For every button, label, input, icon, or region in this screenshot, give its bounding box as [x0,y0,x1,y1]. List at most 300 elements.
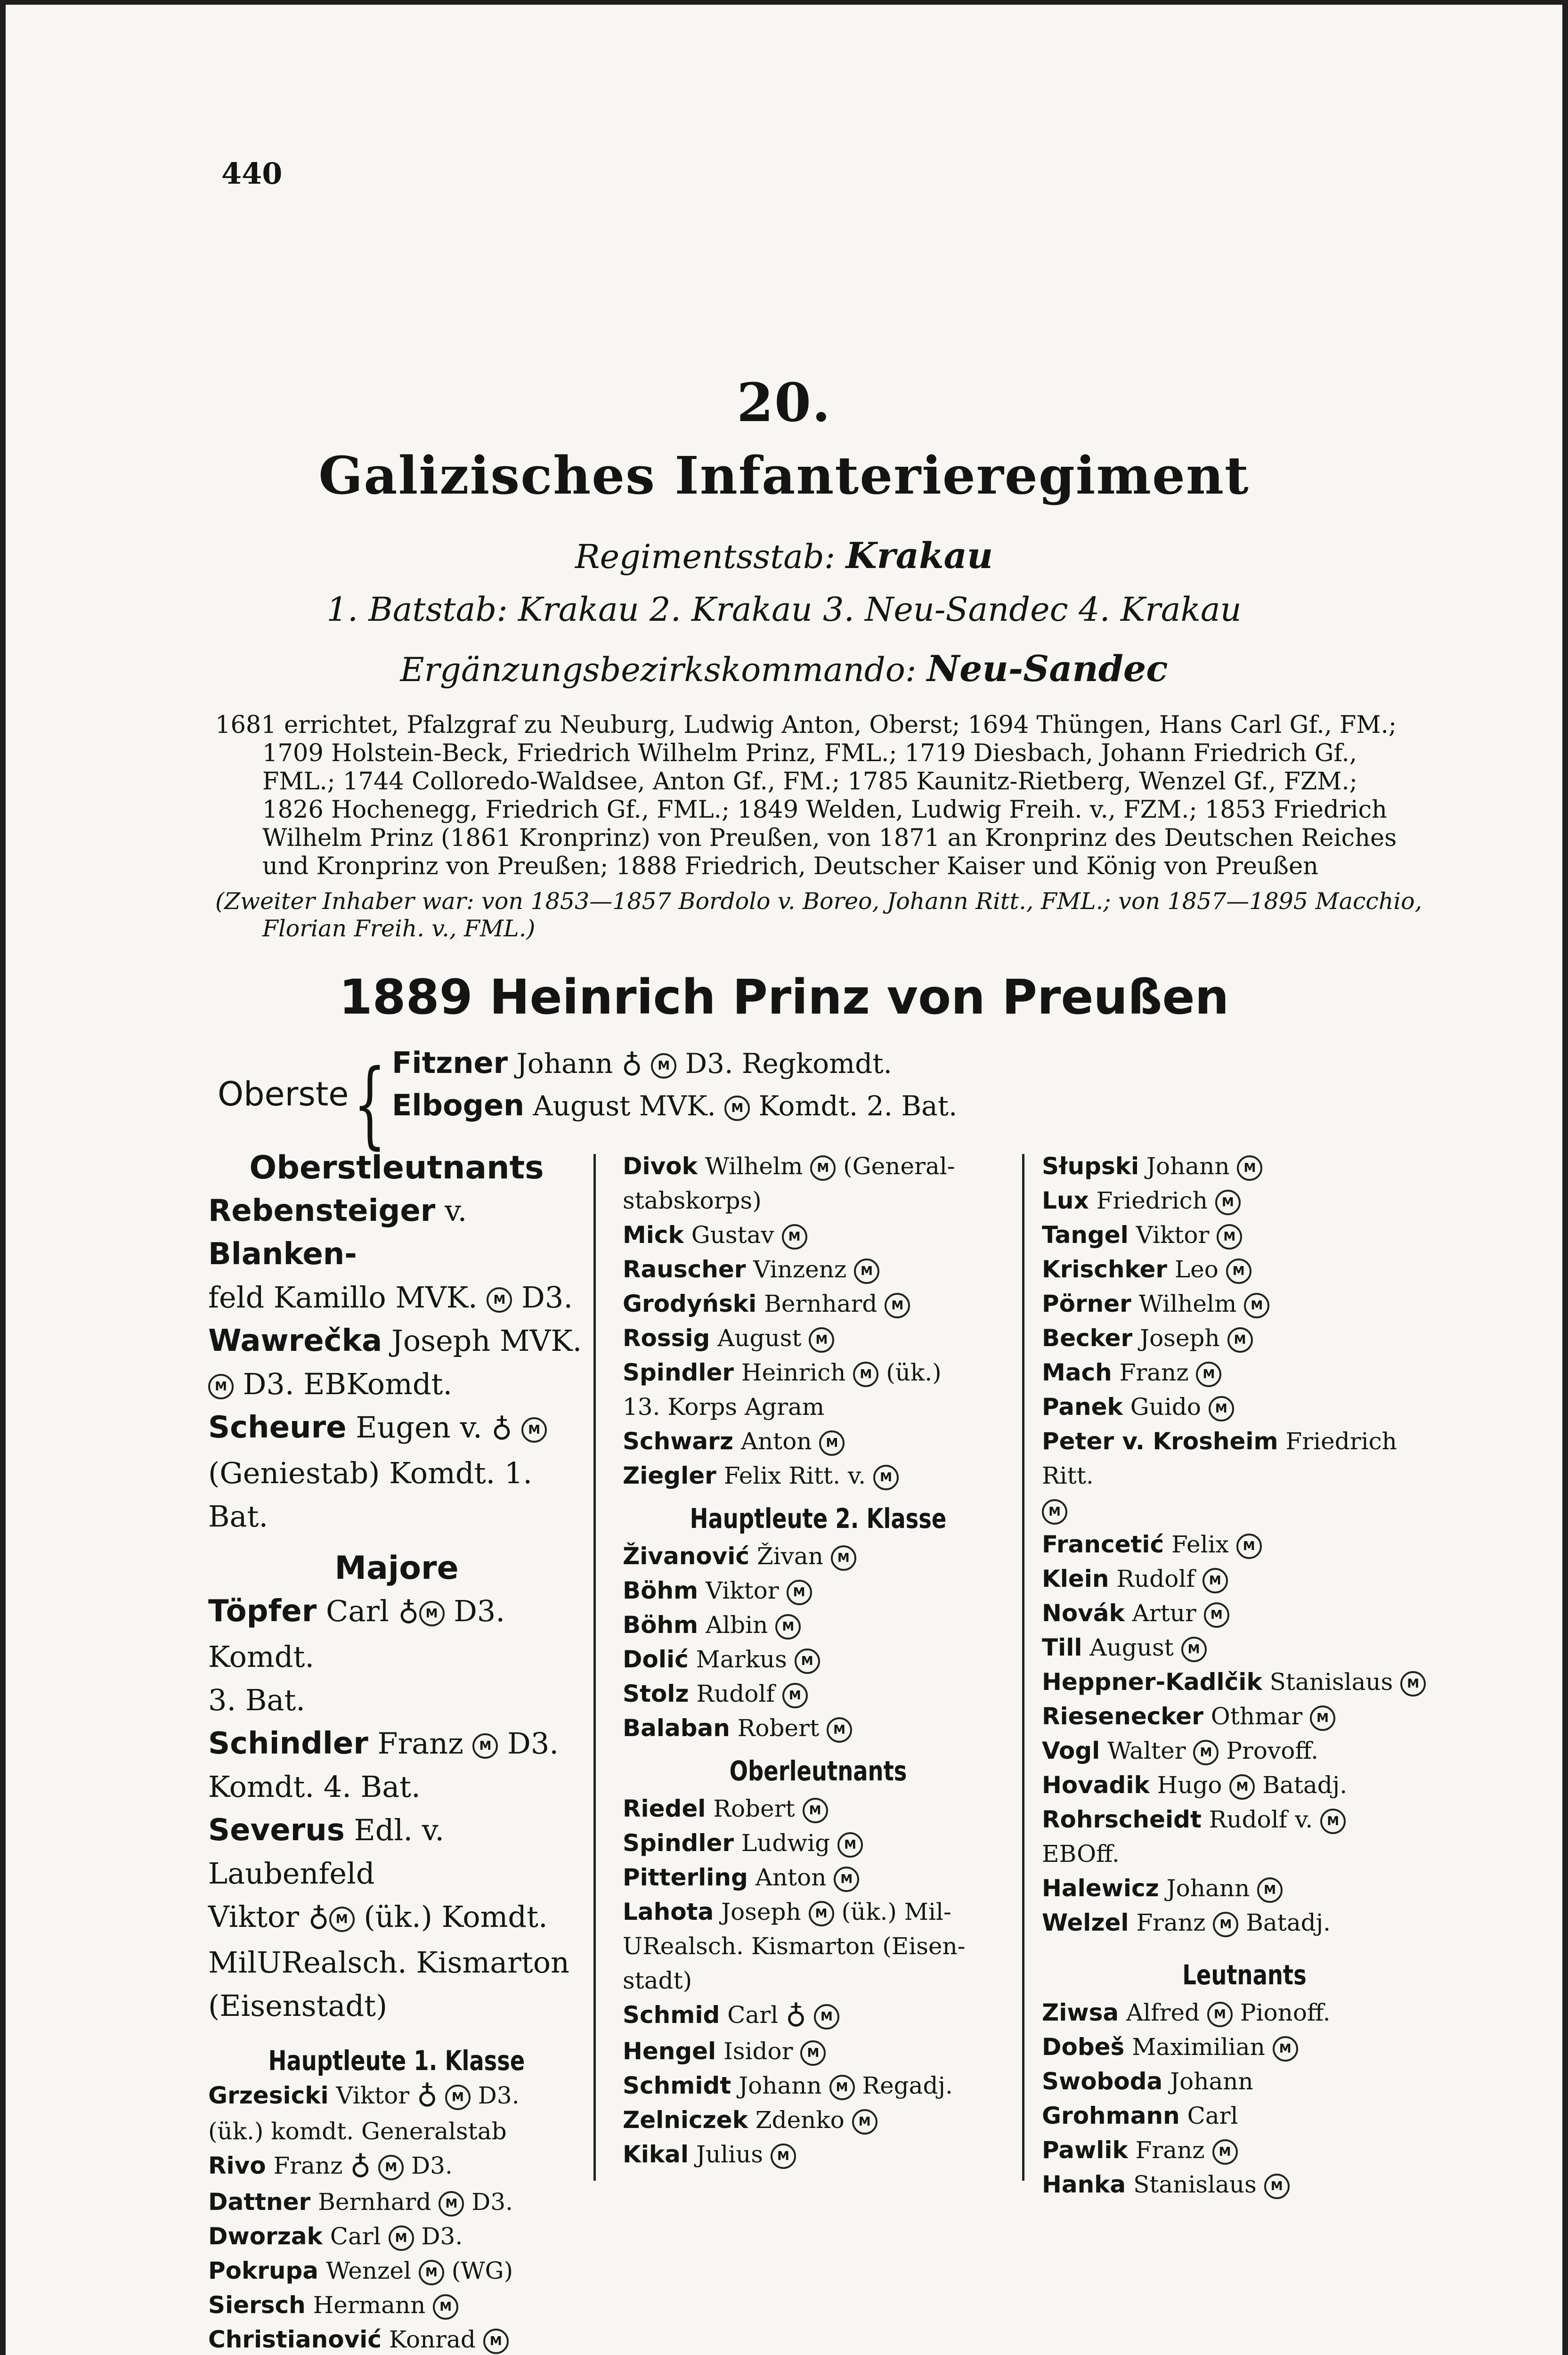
officer-details: Julius [689,2140,771,2168]
roster-line [1042,1184,1447,1218]
officer-surname: Lahota [623,1898,714,1925]
medal-icon: M [1215,1190,1241,1215]
officer-surname: Dolić [623,1646,689,1673]
officer-surname: Tangel [1042,1221,1129,1249]
officer-details: Laubenfeld [208,1856,375,1891]
medal-icon: M [1227,1327,1253,1353]
roster-line [208,2219,585,2254]
medal-icon: M [1226,1259,1251,1284]
roster-line [208,1722,585,1765]
officer-surname: Dattner [208,2188,311,2216]
officer-details: Joseph [714,1898,809,1925]
officer-surname: Balaban [623,1714,730,1742]
roster-line [623,1826,1014,1860]
officer-surname: Stolz [623,1680,689,1707]
officer-details: Joseph [1132,1324,1227,1352]
roster-line [623,1998,1014,2034]
roster-line [623,1895,1014,1929]
officer-details: Carl [322,2222,389,2250]
medal-icon: M [771,2144,796,2169]
officer-surname: Krischker [1042,1256,1168,1283]
roster-line [1042,2168,1447,2202]
officer-details: (Geniestab) Komdt. 1. Bat. [208,1455,533,1534]
medal-icon: M [829,2075,855,2100]
medal-icon: M [834,1867,859,1892]
officer-surname: Kikal [623,2140,689,2168]
section-heading-leutnants: Leutnants [1182,1959,1307,1991]
officer-details: stabskorps) [623,1187,762,1214]
medal-icon: M [487,1287,512,1313]
oberst-name: Fitzner [392,1046,508,1080]
officer-details: Stanislaus [1262,1668,1401,1696]
medal-icon: M [1207,2002,1233,2027]
roster-line [1042,1871,1447,1906]
roster-line [208,2114,585,2149]
medal-icon: M [1181,1637,1207,1662]
officer-details: Isidor [716,2037,801,2065]
officer-details: Viktor [208,1899,309,1934]
officer-surname: Hengel [623,2037,716,2065]
officer-details: D3. [470,2081,520,2109]
roster-line [1042,1734,1447,1768]
page-number: 440 [221,156,283,191]
officer-surname: Mick [623,1221,684,1249]
officer-details: feld [208,1280,265,1315]
medal-icon: M [803,1798,828,1823]
officer-surname: Divok [623,1153,698,1180]
order-icon: ♁ [786,2000,806,2033]
medal-icon: M [378,2155,404,2180]
officer-details: Johann [731,2071,829,2099]
officer-details: Leo [1167,1256,1226,1283]
officer-details: Carl [720,2001,786,2029]
roster-line [623,1149,1014,1184]
medal-icon: M [651,1053,676,1079]
roster-line [623,1287,1014,1321]
medal-icon: M [810,1155,836,1181]
regimentsstab-line [6,535,1562,577]
roster-line [623,1321,1014,1356]
oberstleutnants-list [208,1189,585,1538]
officer-surname: Rivo [208,2152,266,2180]
officer-details: v. [435,1194,467,1228]
officer-surname: Živanović [623,1543,750,1570]
officer-details: Živan [749,1543,831,1570]
roster-line [1042,1287,1447,1321]
medal-icon: M [782,1683,808,1708]
officer-surname: Grodyński [623,1290,757,1317]
officer-details: Pionoff. [1232,1999,1331,2026]
officer-details: D3. EBKomdt. [234,1367,453,1401]
medal-icon: M [389,2225,414,2251]
medal-icon: M [809,1327,834,1353]
medal-icon: M [433,2294,458,2320]
medal-icon: M [329,1907,355,1932]
roster-line [1042,1996,1447,2030]
roster-line [1042,1562,1447,1596]
order-icon: ♁ [491,1413,512,1446]
officer-details: (ük.) komdt. Generalstab [208,2118,507,2145]
roster-line [208,1984,585,2028]
section-heading-hauptleute-1: Hauptleute 1. Klasse [268,2044,525,2077]
medal-icon: M [1273,2036,1298,2062]
officer-details: Viktor [328,2081,417,2109]
officer-details: Eugen v. [346,1410,492,1445]
officer-details: Maximilian [1124,2033,1273,2061]
officer-details: Viktor [1128,1221,1217,1249]
officer-details: (WG) [444,2257,513,2284]
officer-details: Franz [266,2152,350,2180]
roster-line [623,1356,1014,1390]
officer-surname: Rossig [623,1324,710,1352]
officer-details: Hugo [1149,1771,1230,1799]
officer-details: Franz [1112,1359,1196,1386]
medal-icon: M [439,2191,464,2217]
inhaber-heading: 1889 Heinrich Prinz von Preußen [339,969,1229,1025]
roster-line [623,2034,1014,2069]
officer-surname: Vogl [1042,1737,1100,1764]
officer-details: (ük.) [878,1359,942,1386]
officer-details: Markus [688,1646,795,1673]
medal-icon: M [795,1648,820,1674]
medal-icon: M [819,1430,845,1456]
history-line: FML.; 1744 Colloredo-Waldsee, Anton Gf., FM.; 1785 Kaunitz-Rietberg, Wenzel Gf., FZM.; [262,768,1357,796]
officer-surname: Lux [1042,1187,1089,1214]
officer-surname: Spindler [623,1359,734,1386]
officer-surname: Böhm [623,1577,699,1604]
officer-details: Heinrich [734,1359,853,1386]
officer-details: Gustav [683,1221,782,1249]
order-icon: ♁ [621,1049,642,1082]
roster-line [623,1574,1014,1608]
second-owner-line: (Zweiter Inhaber war: von 1853—1857 Bordolo v. Boreo, Johann Ritt., FML.; von 1857—1895 Macchio, [215,888,1422,915]
officer-surname: Ziegler [623,1462,716,1489]
officer-surname: Schmidt [623,2071,731,2099]
officer-details [806,2001,814,2029]
roster-line [208,1679,585,1722]
officer-details: Felix [1164,1531,1236,1558]
roster-line [623,1711,1014,1746]
regiment-number: 20. [737,372,831,434]
medal-icon: M [1217,1224,1242,1250]
officer-details: D3. [414,2222,463,2250]
roster-line [1042,1596,1447,1631]
roster-line [208,1941,585,1984]
medal-icon: M [873,1465,899,1490]
officer-details: Bernhard [310,2188,439,2216]
oberst-row [392,1088,957,1122]
officer-details: Artur [1124,1600,1204,1627]
regimentsstab-label: Regimentsstab: [575,537,836,576]
medal-icon: M [445,2085,471,2110]
order-icon: ♁ [350,2151,371,2184]
roster-line [623,1424,1014,1459]
section-heading-hauptleute-2: Hauptleute 2. Klasse [690,1502,947,1535]
officer-details: Franz [1128,2136,1212,2164]
column-rule [593,1154,596,2181]
roster-line [208,1452,585,1538]
officer-surname: Hovadik [1042,1771,1150,1799]
roster-line [1042,1803,1447,1837]
roster-line [623,1964,1014,1998]
officer-details: Johann [1139,1153,1237,1180]
officer-surname: Dobeš [1042,2033,1125,2061]
officer-surname: Klein [1042,1565,1109,1592]
officer-details: D3. [464,2188,513,2216]
roster-line [208,1590,585,1679]
oberst-first-name: Johann [516,1048,613,1080]
officer-details: Rudolf [689,1680,782,1707]
officer-surname: Rauscher [623,1256,746,1283]
officer-details: (ük.) Komdt. [354,1899,548,1934]
leutnants-list [1042,1996,1447,2202]
medal-icon: M [1310,1705,1335,1731]
oberst-details: Komdt. 2. Bat. [758,1090,958,1122]
roster-line [1042,1631,1447,1665]
officer-surname: Severus [208,1812,345,1848]
hauptleute-2-list [623,1539,1014,1746]
officer-surname: Riesenecker [1042,1703,1203,1730]
officer-surname: Słupski [1042,1153,1139,1180]
officer-surname: Schmid [623,2001,720,2029]
officer-surname: Becker [1042,1324,1133,1352]
officer-details: D3. [498,1726,559,1761]
officer-details: stadt) [623,1967,692,1994]
oberleutnants-list [623,1792,1014,2172]
section-heading-oberleutnants: Oberleutnants [729,1755,907,1787]
officer-details: Ludwig [734,1829,838,1857]
officer-details: Friedrich [1089,1187,1215,1214]
medal-icon: M [208,1374,234,1399]
officer-surname: Mach [1042,1359,1112,1386]
medal-icon: M [853,1362,878,1387]
roster-line [623,1860,1014,1895]
officer-details: Othmar [1203,1703,1310,1730]
officer-surname: Novák [1042,1600,1125,1627]
roster-line [208,1319,585,1363]
batstab-line: 1. Batstab: Krakau 2. Krakau 3. Neu-Sandec 4. Krakau [326,590,1242,629]
roster-line [1042,1390,1447,1424]
officer-surname: Welzel [1042,1909,1129,1936]
officer-surname: Pörner [1042,1290,1131,1317]
history-line: 1681 errichtet, Pfalzgraf zu Neuburg, Ludwig Anton, Oberst; 1694 Thüngen, Hans Carl Gf., FM.; [215,711,1397,739]
roster-line [1042,1837,1447,1871]
officer-details: Edl. v. [344,1812,445,1847]
column-3 [1042,1149,1447,2202]
medal-icon: M [1236,1534,1262,1559]
officer-details: Batadj. [1255,1771,1348,1799]
history-line: Wilhelm Prinz (1861 Kronprinz) von Preußen, von 1871 an Kronprinz des Deutschen Reiches [262,824,1397,852]
officer-surname: Francetić [1042,1531,1164,1558]
ergaenzung-line [6,648,1562,690]
officer-details: Carl [317,1593,398,1628]
officer-surname: Halewicz [1042,1875,1159,1902]
officer-details: Anton [747,1864,834,1891]
officer-details: Vinzenz [746,1256,854,1283]
officer-details: Friedrich Ritt. [1042,1428,1397,1489]
brace-icon: { [353,1049,386,1159]
officer-details: Robert [730,1714,827,1742]
roster-line [1042,1218,1447,1252]
officer-details: (ük.) Mil- [834,1898,951,1925]
officer-surname: Böhm [623,1611,699,1639]
oberst-details: D3. Regkomdt. [685,1048,892,1080]
officer-details: Walter [1100,1737,1194,1764]
officer-details: Carl [1179,2102,1238,2129]
officer-details: Robert [706,1795,803,1822]
officer-surname: Dworzak [208,2222,323,2250]
officer-details [371,2152,378,2179]
officer-details: Hermann [305,2291,433,2319]
roster-line [1042,1149,1447,1184]
roster-line [1042,2133,1447,2168]
order-icon: ♁ [398,1597,419,1630]
officer-details: EBOff. [1042,1840,1120,1868]
medal-icon: M [1264,2174,1290,2199]
officer-details: Anton [733,1428,820,1455]
medal-icon: M [852,2109,877,2135]
officer-surname: Pitterling [623,1864,748,1891]
officer-details: Albin [698,1611,776,1639]
medal-icon: M [1257,1877,1283,1903]
medal-icon: M [1320,1809,1346,1834]
officer-surname: Zelniczek [623,2106,748,2134]
column-2-top-list [623,1149,1014,1493]
officer-details: Franz [368,1726,473,1761]
roster-line [623,1608,1014,1642]
officer-surname: Pokrupa [208,2257,319,2284]
roster-line [208,1765,585,1809]
roster-line [208,1189,585,1276]
roster-line [1042,1321,1447,1356]
oberst-name: Elbogen [392,1088,525,1122]
history-line: und Kronprinz von Preußen; 1888 Friedrich, Deutscher Kaiser und König von Preußen [262,853,1318,880]
roster-line [208,2079,585,2115]
medal-icon: M [1209,1396,1234,1421]
roster-line [623,1390,1014,1424]
medal-icon: M [1193,1740,1219,1765]
officer-details: Johann [1159,1875,1258,1902]
hauptleute-1-list [208,2079,585,2355]
officer-details: Rudolf v. [1201,1806,1321,1833]
roster-line [208,2288,585,2323]
roster-line [1042,2064,1447,2099]
page [6,5,1562,2355]
medal-icon: M [1400,1671,1426,1697]
roster-line [1042,1699,1447,1734]
officer-details: August [710,1324,809,1352]
officer-details: (General- [836,1153,955,1180]
medal-icon: M [1042,1499,1067,1525]
history-line: 1709 Holstein-Beck, Friedrich Wilhelm Prinz, FML.; 1719 Diesbach, Johann Friedrich Gf., [262,739,1357,767]
roster-line [623,2103,1014,2137]
roster-line [208,1406,585,1452]
officer-surname: Rohrscheidt [1042,1806,1202,1833]
roster-line [623,1459,1014,1493]
officer-surname: Töpfer [208,1593,317,1629]
officer-details: Alfred [1119,1999,1207,2026]
medal-icon: M [483,2329,509,2354]
officer-surname: Spindler [623,1829,734,1857]
medal-icon: M [521,1417,547,1443]
officer-surname: Siersch [208,2291,306,2319]
officer-surname: Scheure [208,1410,347,1445]
officer-details: 13. Korps Agram [623,1393,825,1421]
oberst-first-name: August MVK. [533,1090,716,1122]
officer-details: (Eisenstadt) [208,1988,388,2023]
roster-line [623,1792,1014,1826]
column-1 [208,1149,585,2355]
roster-line [1042,1493,1447,1527]
officer-details: Regadj. [854,2071,953,2099]
roster-line [208,2254,585,2288]
officer-details: Kamillo MVK. [264,1280,487,1315]
roster-line [623,1677,1014,1711]
column-3-top-list [1042,1149,1447,1940]
roster-line [208,2323,585,2355]
officer-surname: Peter v. Krosheim [1042,1428,1278,1455]
medal-icon: M [814,2004,839,2030]
roster-line [208,1363,585,1406]
roster-line [208,2185,585,2219]
medal-icon: M [419,2260,444,2285]
officer-surname: Hanka [1042,2171,1126,2198]
medal-icon: M [1237,1155,1262,1181]
second-owner-note [215,888,1436,942]
officer-details: Rudolf [1109,1565,1202,1592]
officer-details: MilURealsch. Kismarton [208,1945,569,1980]
officer-details: August [1082,1634,1181,1661]
section-heading-majore: Majore [334,1549,459,1587]
medal-icon: M [782,1224,807,1250]
medal-icon: M [854,1259,879,1284]
roster-line [623,1184,1014,1218]
medal-icon: M [419,1601,445,1626]
officer-surname: Blanken- [208,1237,357,1272]
officer-details: Johann [1162,2068,1253,2095]
roster-line [623,1642,1014,1677]
roster-line [1042,2099,1447,2133]
second-owner-line: Florian Freih. v., FML.) [262,915,536,942]
officer-surname: Till [1042,1634,1082,1661]
officer-surname: Panek [1042,1393,1123,1421]
medal-icon: M [809,1901,834,1926]
roster-line [623,1929,1014,1964]
officer-surname: Rebensteiger [208,1194,436,1228]
regimentsstab-value: Krakau [845,535,993,577]
medal-icon: M [831,1545,856,1571]
officer-details: URealsch. Kismarton (Eisen- [623,1933,966,1960]
officer-details: 3. Bat. [208,1682,306,1717]
officer-surname: Christianović [208,2325,382,2353]
roster-line [1042,1665,1447,1699]
roster-line [1042,1252,1447,1287]
medal-icon: M [1204,1602,1229,1628]
medal-icon: M [800,2040,826,2066]
roster-line [1042,1356,1447,1390]
roster-line [208,1809,585,1895]
officer-surname: Grohmann [1042,2102,1180,2129]
ergaenzung-label: Ergänzungsbezirkskommando: [400,650,917,689]
officer-details: Wilhelm [1131,1290,1244,1317]
officer-details: Viktor [698,1577,787,1604]
order-icon: ♁ [308,1902,329,1936]
officer-details: D3. [404,2152,453,2180]
officer-surname: Swoboda [1042,2068,1163,2095]
medal-icon: M [1213,1912,1238,1937]
medal-icon: M [1229,1774,1255,1800]
officer-details: Joseph MVK. [382,1324,582,1358]
